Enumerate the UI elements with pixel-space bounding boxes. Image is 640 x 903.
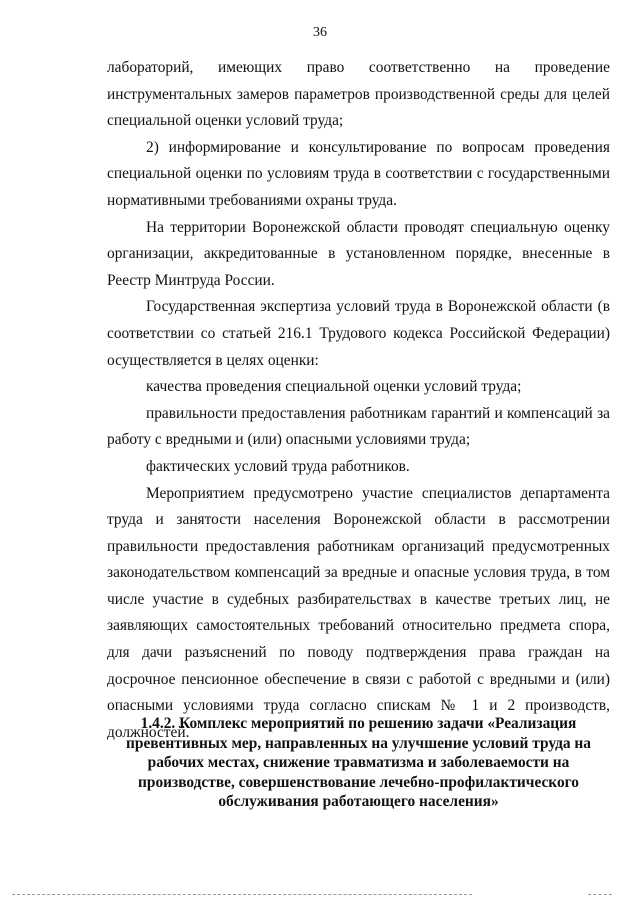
paragraph-actual-conditions: фактических условий труда работников. xyxy=(146,457,410,475)
paragraph-state-expertise: Государственная экспертиза условий труда в Воронежской области (в соответствии со статьей 216.1 Трудового кодекса Российской Федерации) осуществляется в целях оценки: xyxy=(107,298,610,369)
page-number: 36 xyxy=(313,25,327,40)
paragraph-measure-participation: Мероприятием предусмотрено участие специалистов департамента труда и занятости населения Воронежской области в рассмотрении правильности предоставления работникам организаций предусмотренных законодательством компенсаций за вредные и опасные условия труда, в том числе участие в судебных разбирательствах в качестве третьих лиц, не заявляющих самостоятельных требований относительно предмета спора, для дачи разъяснений по поводу подтверждения права граждан на досрочное пенсионное обеспечение в связи с работой с вредными и (или) опасными условиями труда согласно спискам № 1 и 2 производств, должностей. xyxy=(107,484,610,741)
paragraph-quality: качества проведения специальной оценки условий труда; xyxy=(146,378,522,396)
paragraph-guarantees: правильности предоставления работникам гарантий и компенсаций за работу с вредными и (или) опасными условиями труда; xyxy=(107,404,610,449)
section-heading: 1.4.2. Комплекс мероприятий по решению задачи «Реализация превентивных мер, направленных на улучшение условий труда на рабочих местах, снижение травматизма и заболеваемости на производстве, совершенствование лечебно-профилактического обслуживания работающего населения» xyxy=(126,715,591,811)
paragraph-1-first-line: лабораторий, имеющих право соответственно на проведение xyxy=(107,59,610,76)
bottom-scan-line-right xyxy=(588,894,612,895)
paragraph-informing: 2) информирование и консультирование по вопросам проведения специальной оценки по условиям труда в соответствии с государственными нормативными требованиями охраны труда. xyxy=(107,138,610,209)
paragraph-1-continuation: инструментальных замеров параметров производственной среды для целей специальной оценки условий труда; xyxy=(107,85,610,130)
document-body xyxy=(107,55,610,746)
bottom-scan-line xyxy=(12,894,472,895)
paragraph-organizations: На территории Воронежской области проводят специальную оценку организации, аккредитованные в установленном порядке, внесенные в Реестр Минтруда России. xyxy=(107,218,610,289)
